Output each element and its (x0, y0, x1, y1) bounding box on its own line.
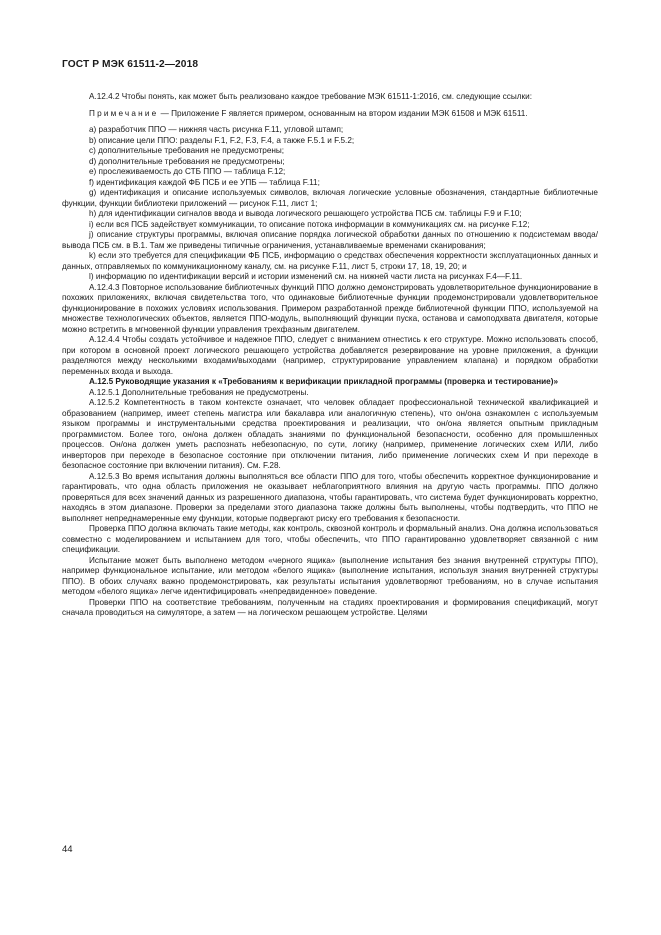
list-item-b: b) описание цели ППО: разделы F.1, F.2, F.3, F.4, а также F.5.1 и F.5.2; (89, 135, 355, 145)
paragraph-a12-5-1: А.12.5.1 Дополнительные требования не предусмотрены. (89, 387, 309, 397)
page-number: 44 (62, 844, 73, 855)
list-item-e: e) прослеживаемость до СТБ ППО — таблица F.12; (89, 167, 286, 176)
document-header: ГОСТ Р МЭК 61511-2—2018 (62, 59, 199, 70)
note-text: — Приложение F является примером, основанным на втором издании МЭК 61508 и МЭК 61511. (158, 108, 528, 118)
list-item-g: g) идентификация и описание используемых символов, включая логические условные обозначения, стандартные библиотечные функции, функции библиотеки приложений — рисунок F.11, лист 1; (62, 188, 598, 208)
paragraph-a12-4-3: А.12.4.3 Повторное использование библиотечных функций ППО должно демонстрировать удовлетворительное функционирование в похожих приложениях, включая свидетельства того, что одинаковые библиотечные функции продемонстрировали удовлетворительное функционирование в похожих условиях использования. Примером разработанной прежде библиотечной функции ППО, используемой на множестве технологических объектов, является ППО-модуль, выполняющий функции пуска, останова и самоподхвата двигателя, которые можно встретить в мгновенной функции управления трехфазным двигателем. (62, 282, 598, 334)
paragraph-requirements-checks: Проверки ППО на соответствие требованиям, полученным на стадиях проектирования и формирования спецификаций, могут сначала проводиться на симуляторе, а затем — на логическом решающем устройстве. Целями (62, 597, 598, 617)
paragraph-testing: Испытание может быть выполнено методом «черного ящика» (выполнение испытания без знания внутренней структуры ППО), например функциональное испытание, или методом «белого ящика» (выполнение испытания, используя знания внутренней структуры ППО). В обоих случаях важно продемонстрировать, как результаты испытания удовлетворяют требованиям, но в случае испытания методом «белого ящика» легче идентифицировать «непредвиденное» поведение. (62, 555, 598, 596)
note (62, 109, 598, 120)
list-item-d: d) дополнительные требования не предусмотрены; (89, 156, 285, 166)
list-item-k: k) если это требуется для спецификации ФБ ПСБ, информацию о средствах обеспечения корректности эксплуатационных данных и данных, отправляемых по коммуникационному каналу, см. на рисунке F.11, лист 5, строки 17, 18, 19, 20; и (62, 251, 598, 271)
paragraph-verification: Проверка ППО должна включать такие методы, как контроль, сквозной контроль и формальный анализ. Она должна использоваться совместно с моделированием и испытанием для того, чтобы обеспечить, что ППО гарантированно удовлетворяет связанной с ним спецификации. (62, 524, 598, 554)
paragraph-a12-4-4: А.12.4.4 Чтобы создать устойчивое и надежное ППО, следует с вниманием отнестись к его структуре. Можно использовать способ, при котором в основной проект логического решающего устройства добавляется резервирование на уровне приложения, а функции разделяются между несколькими входами/выходами (например, структурирование управлением клапана) и порядком обработки переменных входа и выхода. (62, 335, 598, 376)
note-label: Примечание (89, 108, 159, 118)
paragraph-a12-4-2: А.12.4.2 Чтобы понять, как может быть реализовано каждое требование МЭК 61511-1:2016, см. следующие ссылки: (89, 92, 532, 101)
list-item-h: h) для идентификации сигналов ввода и вывода логического решающего устройства ПСБ см. таблицы F.9 и F.10; (89, 209, 522, 218)
list-item-a: а) разработчик ППО — нижняя часть рисунка F.11, угловой штамп; (89, 125, 344, 134)
list-item-i: i) если вся ПСБ задействует коммуникации, то описание потока информации в коммуникациях см. на рисунке F.12; (89, 219, 530, 229)
list-item-j: j) описание структуры программы, включая описание порядка логической обработки данных по отношению к подсистемам ввода/вывода ПСБ см. в В.1. Там же приведены типичные ограничения, устанавливаемые временами сканирования; (62, 230, 598, 250)
list-item-c: c) дополнительные требования не предусмотрены; (89, 146, 285, 155)
section-heading-a12-5: А.12.5 Руководящие указания к «Требованиям к верификации прикладной программы (проверка и тестирование)» (89, 377, 559, 386)
list-item-f: f) идентификация каждой ФБ ПСБ и ее УПБ — таблица F.11; (89, 177, 320, 187)
page-body (62, 92, 598, 619)
paragraph-a12-5-2: А.12.5.2 Компетентность в таком контексте означает, что человек обладает профессиональной технической квалификацией и образованием (например, имеет степень магистра или бакалавра или аналогичную степень), что он/она ознакомлен с используемым языком программы и инструментальными средства проектирования и реализации, что он/она является опытным прикладным программистом. Более того, он/она должен обладать знаниями по функциональной безопасности, особенно для промышленных процессов. Он/она должен уметь распознать небезопасную, по сути, логику (например, применение логических схем ИЛИ, либо инверторов при переходе в безопасное состояние при отключении питания, либо применение логических схем И при переходе в безопасное состояние при включении питания). См. F.28. (62, 398, 598, 470)
paragraph-a12-5-3: А.12.5.3 Во время испытания должны выполняться все области ППО для того, чтобы обеспечить корректное функционирование и гарантировать, что одна область приложения не оказывает неблагоприятного влияния на другую часть программы. ППО должно проверяться для всех значений данных из разрешенного диапазона, чтобы гарантировать, что система будет функционировать корректно, находясь в этом диапазоне. Проверки за пределами этого диапазона также должны быть выполнены, чтобы подтвердить, что ППО не выполняет непреднамеренные ему функции, которые подвергают риску его требования к безопасности. (62, 471, 598, 523)
list-item-l: l) информацию по идентификации версий и истории изменений см. на нижней части листа на рисунках F.4—F.11. (89, 272, 523, 281)
